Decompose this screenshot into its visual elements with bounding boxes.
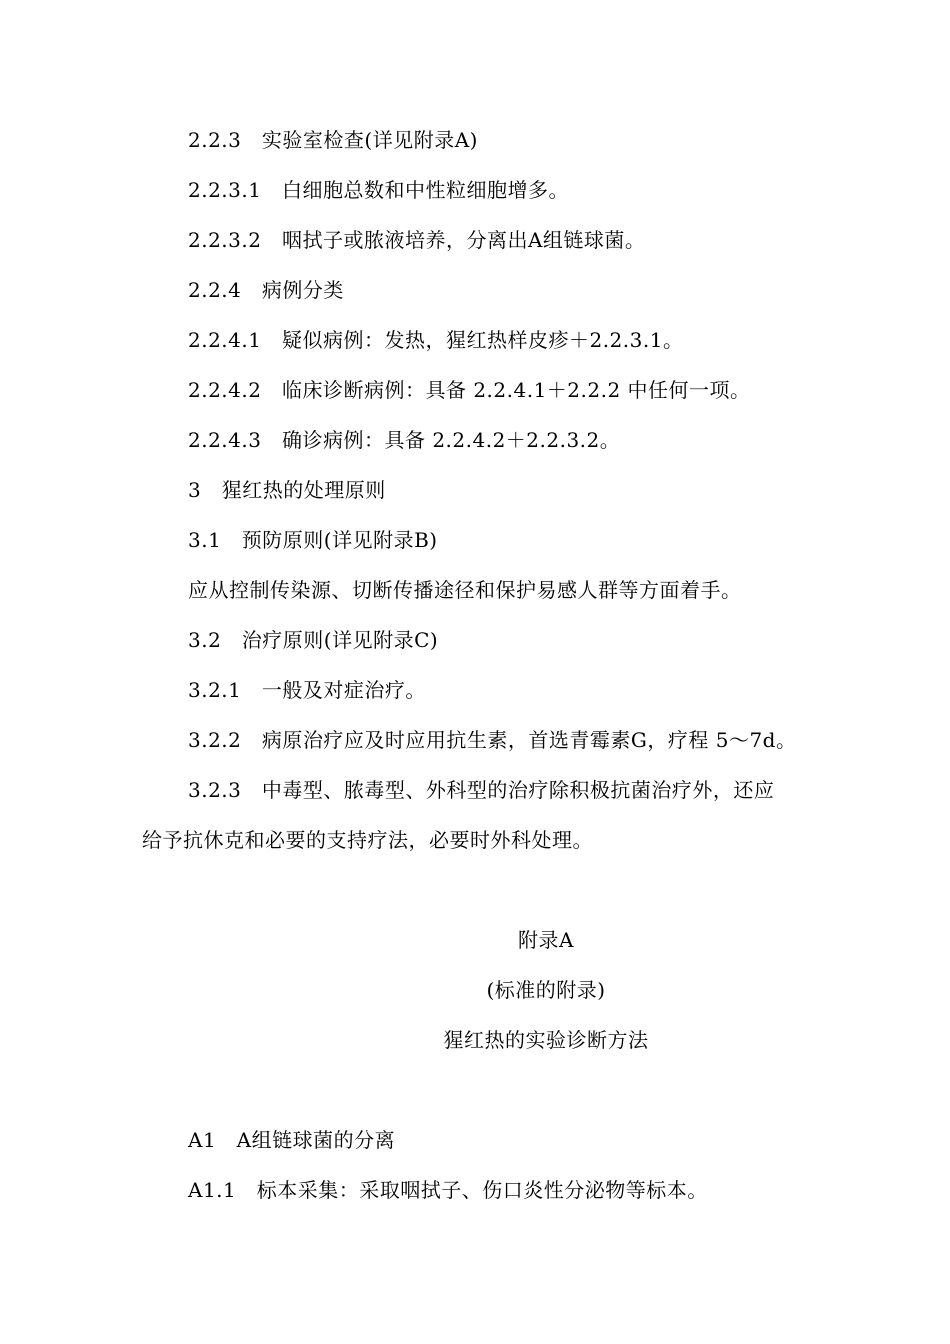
appendix-subtitle: (标准的附录) bbox=[486, 978, 606, 1002]
section-3-2-1: 3.2.1 一般及对症治疗。 bbox=[188, 678, 426, 702]
section-3-1: 3.1 预防原则(详见附录B) bbox=[188, 528, 438, 552]
section-2-2-3-1: 2.2.3.1 白细胞总数和中性粒细胞增多。 bbox=[188, 178, 569, 202]
section-2-2-4-1: 2.2.4.1 疑似病例：发热，猩红热样皮疹＋2.2.3.1。 bbox=[188, 328, 684, 352]
section-2-2-4-3: 2.2.4.3 确诊病例：具备 2.2.4.2＋2.2.3.2。 bbox=[188, 428, 621, 452]
section-3: 3 猩红热的处理原则 bbox=[188, 478, 386, 502]
section-2-2-4: 2.2.4 病例分类 bbox=[188, 278, 344, 302]
section-3-2-3: 3.2.3 中毒型、脓毒型、外科型的治疗除积极抗菌治疗外，还应 bbox=[188, 778, 775, 802]
section-2-2-3-2: 2.2.3.2 咽拭子或脓液培养，分离出A组链球菌。 bbox=[188, 228, 646, 252]
section-2-2-3: 2.2.3 实验室检查(详见附录A) bbox=[188, 128, 478, 152]
section-a1-1: A1.1 标本采集：采取咽拭子、伤口炎性分泌物等标本。 bbox=[188, 1178, 708, 1202]
appendix-title: 附录A bbox=[518, 928, 574, 952]
section-3-2-3-continued: 给予抗休克和必要的支持疗法，必要时外科处理。 bbox=[142, 828, 593, 852]
section-3-2-2: 3.2.2 病原治疗应及时应用抗生素，首选青霉素G，疗程 5～7d。 bbox=[188, 728, 797, 752]
prevention-text: 应从控制传染源、切断传播途径和保护易感人群等方面着手。 bbox=[188, 578, 742, 602]
section-3-2: 3.2 治疗原则(详见附录C) bbox=[188, 628, 439, 652]
appendix-heading: 猩红热的实验诊断方法 bbox=[443, 1028, 649, 1052]
section-2-2-4-2: 2.2.4.2 临床诊断病例：具备 2.2.4.1＋2.2.2 中任何一项。 bbox=[188, 378, 751, 402]
section-a1: A1 A组链球菌的分离 bbox=[188, 1128, 396, 1152]
